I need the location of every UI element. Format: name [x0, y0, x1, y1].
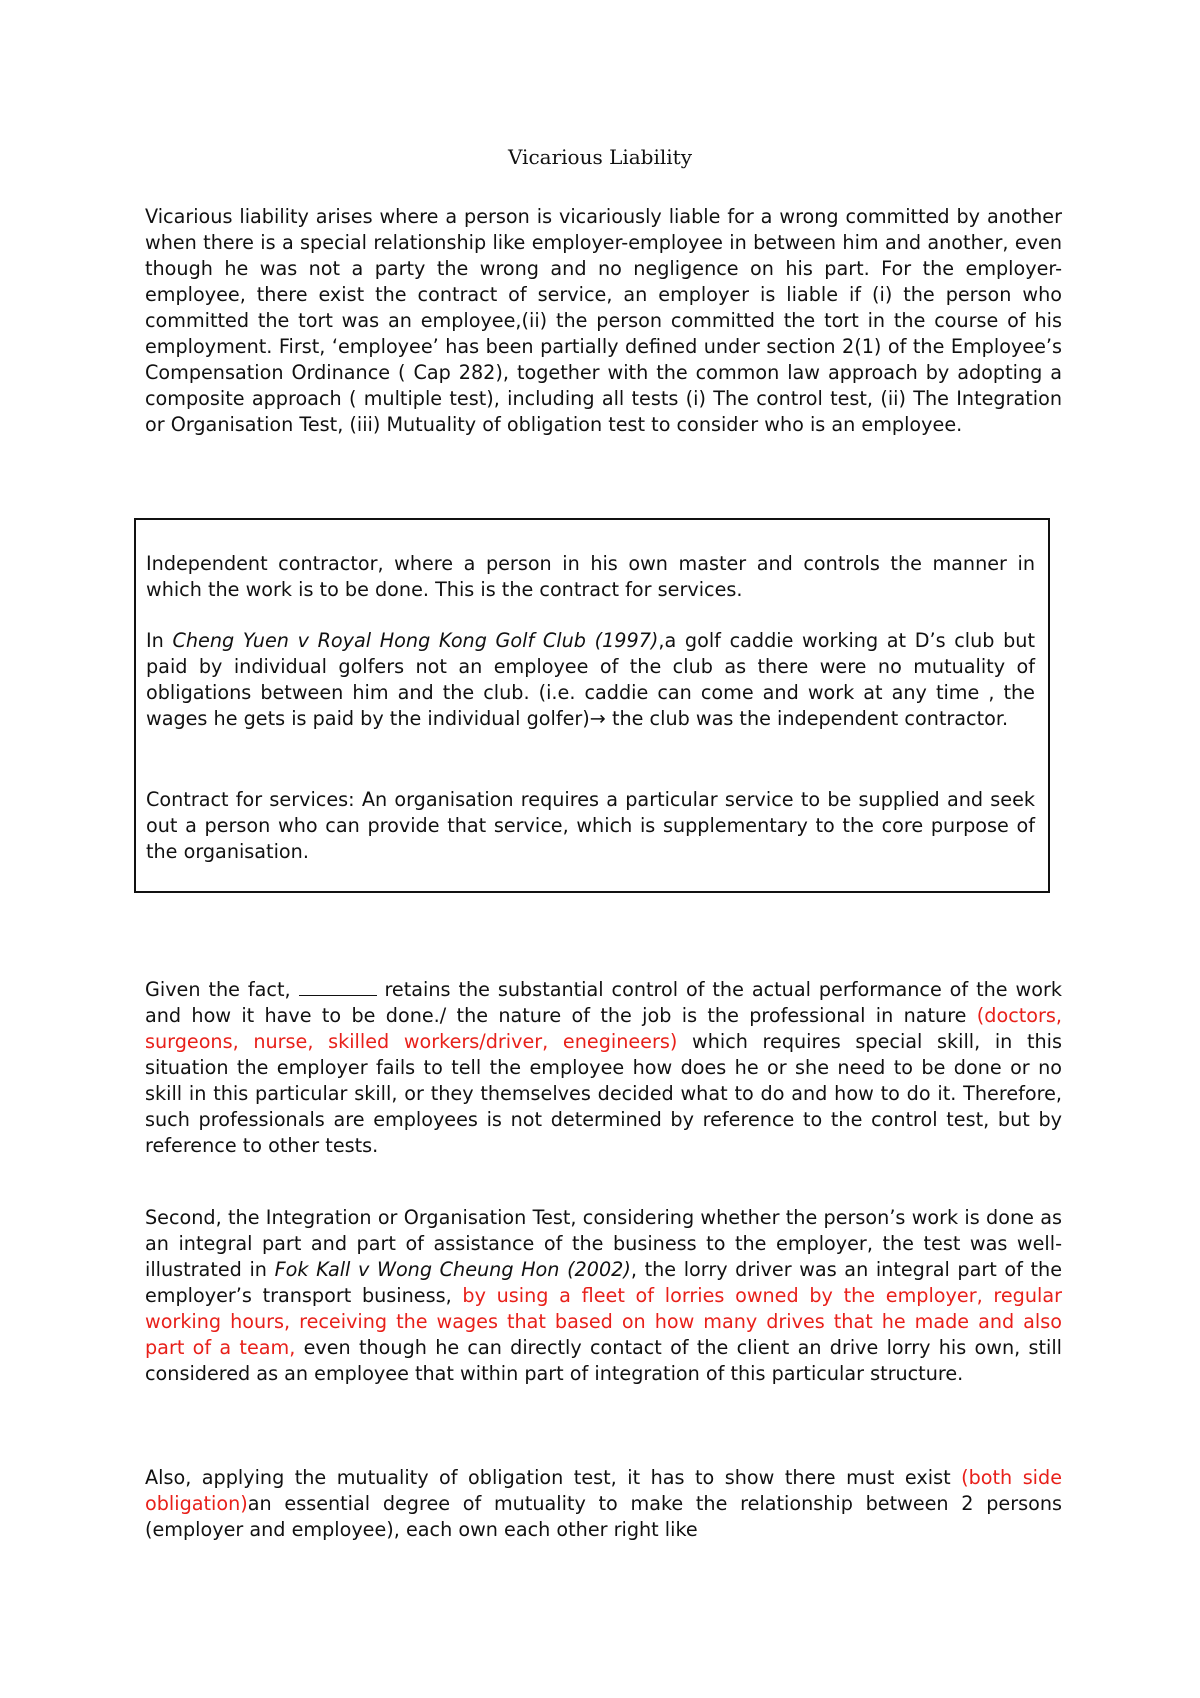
arrow-icon: → [589, 707, 606, 730]
control-test-paragraph [145, 977, 1062, 1159]
mutuality-highlight: (both side obligation) [145, 1466, 1063, 1515]
box-paragraph-definition: Independent contractor, where a person in his own master and controls the manner in which the work is to be done. This is the contract for services. [146, 552, 1035, 601]
case-prefix: In [146, 629, 173, 652]
mutuality-test-paragraph [145, 1465, 1062, 1543]
box-paragraph-contract-for-services: Contract for services: An organisation requires a particular service to be supplied and seek out a person who can provide that service, which is supplementary to the core purpose of the organisation. [146, 788, 1035, 863]
fill-in-blank [299, 981, 377, 996]
integration-prefix: Second, the Integration or Organisation Test, considering whether the person’s work is done as an integral part and part of assistance of the business to the employer, the test was well-illustrated in [145, 1206, 1062, 1281]
intro-paragraph: Vicarious liability arises where a person is vicariously liable for a wrong committed by another when there is a special relationship like employer-employee in between him and another, even though he was not a party the wrong and no negligence on his part. For the employer-employee, there exist the contract of service, an employer is liable if (i) the person who committed the tort was an employee,(ii) the person committed the tort in the course of his employment. First, ‘employee’ has been partially defined under section 2(1) of the Employee’s Compensation Ordinance ( Cap 282), together with the common law approach by adopting a composite approach ( multiple test), including all tests (i) The control test, (ii) The Integration or Organisation Test, (iii) Mutuality of obligation test to consider who is an employee. [145, 205, 1062, 436]
mutuality-rest: an essential degree of mutuality to make the relationship between 2 persons (employer and employee), each own each other right like [145, 1492, 1062, 1541]
control-rest: which requires special skill, in this situation the employer fails to tell the employee how does he or she need to be done or no skill in this particular skill, or they themselves decided what to do and how to do it. Therefore, such professionals are employees is not determined by reference to the control test, but by reference to other tests. [145, 1030, 1063, 1157]
box-paragraph-case [146, 628, 1035, 732]
integration-rest: even though he can directly contact of the client an drive lorry his own, still considered as an employee that within part of integration of this particular structure. [145, 1336, 1062, 1385]
mutuality-prefix: Also, applying the mutuality of obligation test, it has to show there must exist [145, 1466, 962, 1489]
independent-contractor-box [134, 518, 1050, 893]
control-highlight: (doctors, surgeons, nurse, skilled workers/driver, enegineers) [145, 1004, 1062, 1053]
case-body: ,a golf caddie working at D’s club but paid by individual golfers not an employee of the club as there were no mutuality of obligations between him and the club. (i.e. caddie can come and work at any time , the wages he gets is paid by the individual golfer) [146, 629, 1035, 730]
case-citation: Cheng Yuen v Royal Hong Kong Golf Club (1997) [172, 629, 659, 652]
document-title: Vicarious Liability [507, 145, 693, 169]
integration-case-citation: Fok Kall v Wong Cheung Hon (2002) [274, 1258, 631, 1281]
case-conclusion: the club was the independent contractor. [605, 707, 1009, 730]
control-prefix: Given the fact, [145, 978, 299, 1001]
control-body: retains the substantial control of the actual performance of the work and how it have to be done./ the nature of the job is the professional in nature [145, 978, 1062, 1027]
integration-mid: , the lorry driver was an integral part of the employer’s transport business, [145, 1258, 1063, 1307]
integration-test-paragraph [145, 1205, 1062, 1387]
integration-highlight: by using a fleet of lorries owned by the employer, regular working hours, receiving the wages that based on how many drives that he made and also part of a team, [145, 1284, 1062, 1359]
